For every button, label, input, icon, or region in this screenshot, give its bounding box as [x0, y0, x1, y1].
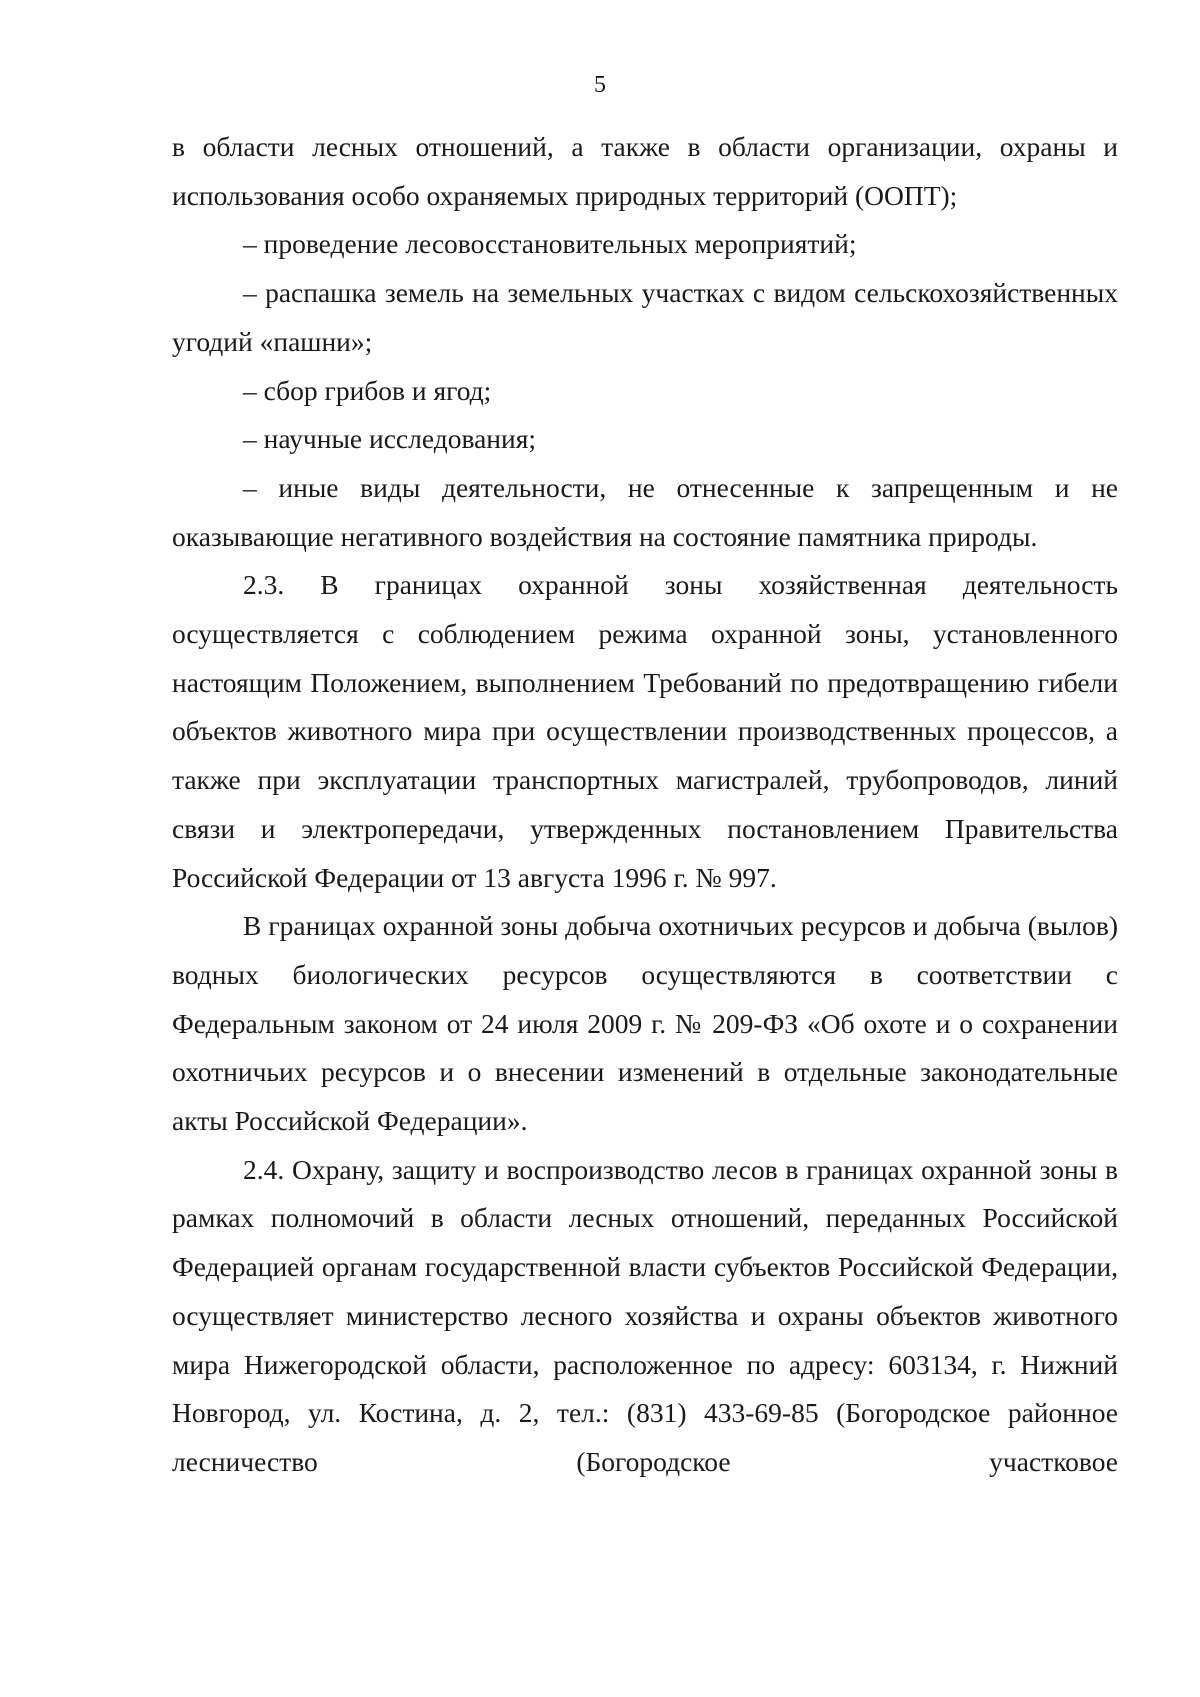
list-item-mushrooms-berries: – сбор грибов и ягод;	[243, 374, 492, 406]
section-2-3: 2.3. В границах охранной зоны хозяйственная деятельность осуществляется с соблюдением режима охранной зоны, установленного настоящим Положением, выполнением Требований по предотвращению гибели объектов животного мира при осуществлении производственных процессов, а также при эксплуатации транспортных магистралей, трубопроводов, линий связи и электропередачи, утвержденных постановлением Правительства Российской Федерации от 13 августа 1996 г. № 997.	[172, 569, 1118, 893]
list-item-reforestation: – проведение лесовосстановительных мероприятий;	[243, 228, 857, 260]
paragraph-hunting: В границах охранной зоны добыча охотничьих ресурсов и добыча (вылов) водных биологических ресурсов осуществляются в соответствии с Федеральным законом от 24 июля 2009 г. № 209-ФЗ «Об охоте и о сохранении охотничьих ресурсов и о внесении изменений в отдельные законодательные акты Российской Федерации».	[172, 910, 1118, 1137]
section-2-4: 2.4. Охрану, защиту и воспроизводство лесов в границах охранной зоны в рамках полномочий в области лесных отношений, переданных Российской Федерацией органам государственной власти субъектов Российской Федерации, осуществляет министерство лесного хозяйства и охраны объектов животного мира Нижегородской области, расположенное по адресу: 603134, г. Нижний Новгород, ул. Костина, д. 2, тел.: (831) 433-69-85 (Богородское районное лесничество (Богородское участковое	[172, 1153, 1118, 1477]
list-item-research: – научные исследования;	[243, 423, 536, 455]
page-number: 5	[594, 72, 606, 98]
document-body	[172, 123, 1118, 1487]
list-item-other-activities: – иные виды деятельности, не отнесенные к запрещенным и не оказывающие негативного воздействия на состояние памятника природы.	[172, 471, 1118, 552]
list-item-plowing: – распашка земель на земельных участках с видом сельскохозяйственных угодий «пашни»;	[172, 277, 1118, 357]
paragraph-continuation: в области лесных отношений, а также в области организации, охраны и использования особо охраняемых природных территорий (ООПТ);	[172, 131, 1118, 211]
